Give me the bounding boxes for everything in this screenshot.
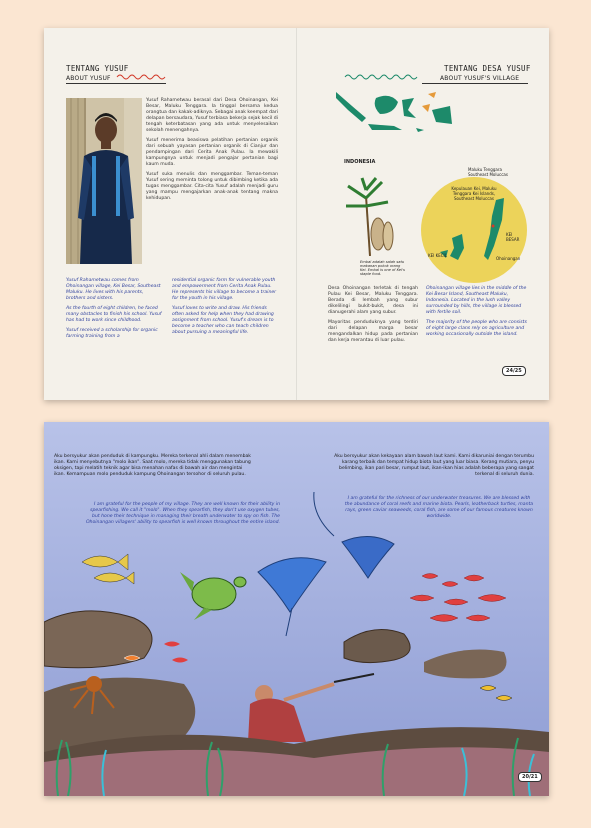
left-en-p5: Yusuf loves to write and draw. His friends often asked for help when they had drawing assignment from school. Yusuf's dream is to become a teacher who can teach children about pursuing a meaningful life. <box>172 306 274 335</box>
bottom-spread <box>44 422 549 796</box>
left-en-p3: Yusuf received a scholarship for organic farming training from a <box>66 328 158 339</box>
map-label-indonesia: INDONESIA <box>344 159 376 165</box>
left-body-id-p2: Yusuf menerima beasiswa pelatihan pertanian organik dari sebuah yayasan pertanian organik di Cianjur dan pendampingan dari Cerita Anak Pulau. Ia mewakili kampungnya untuk menjadi pengajar pertanian bagi kaum muda. <box>146 138 278 167</box>
indonesia-map <box>332 88 452 146</box>
gutter <box>296 28 297 400</box>
embal-plant-illustration <box>342 176 398 256</box>
page-number-bottom: 20/21 <box>518 772 542 782</box>
top-spread <box>44 28 549 400</box>
right-id-p1: Desa Ohoinangan terletak di tengah Pulau Kei Besar, Maluku Tenggara. Berada di lembah yang subur dikelilingi bukit-bukit, desa ini dianugerahi alam yang subur. <box>328 286 418 315</box>
yusuf-photo <box>66 98 142 264</box>
bottom-left-en: I am grateful for the people of my village. They are well known for their ability in spearfishing. We call it "molo". When they spearfish, they don't use oxygen tubes, but hone their technique in managing their breath underwater to spy on fish. The Ohoinangan villagers' ability to spearfish is well known throughout the entire island. <box>85 502 280 525</box>
left-underline <box>66 83 166 84</box>
map-label-ohoinangan: Ohoinangan <box>496 256 521 261</box>
left-en-p2: As the fourth of eight children, he faced many obstacles to finish his school. Yusuf has had to work since childhood. <box>66 306 162 323</box>
map-label-kei-islands: Kepulauan Kei, Maluku Tenggara Kei Islands, Southeast Moluccas <box>451 186 497 201</box>
right-body-id <box>328 286 418 344</box>
left-en-p1: Yusuf Rahametwau comes from Ohoinangan village, Kei Besar, Southeast Maluku. He lives with his parents, brothers and sisters. <box>66 278 161 301</box>
right-en-p1: Ohoinangan village lies in the middle of the Kei Besar Island, Southeast Maluku, Indonesia. Located in the lush valley surrounded by hills, the village is blessed with fertile soil. <box>426 286 527 315</box>
left-body-en-col1 <box>66 278 164 340</box>
green-squiggle-decoration <box>344 72 424 80</box>
bottom-right-en: I am grateful for the richness of our underwater treasures. We are blessed with the abundance of coral reefs and marine biota. Pearls, leatherback turtles, manta rays, green caviar seaweeds, coral fish, are some of our famous creatures known worldwide. <box>344 496 534 519</box>
left-title: TENTANG YUSUF <box>66 64 129 73</box>
right-underline <box>422 83 528 84</box>
left-body-en-col2 <box>172 278 278 336</box>
right-title: TENTANG DESA YUSUF <box>444 64 531 73</box>
right-en-p2: The majority of the people who are consists of eight large clans rely on agriculture and working occasionally outside the island. <box>426 320 527 337</box>
bottom-right-id: Aku bersyukur akan kekayaan alam bawah laut kami. Kami dikaruniai dengan terumbu karang terbaik dan tempat hidup biota laut yang luar biasa. Kerang mutiara, penyu belimbing, ikan pari besar, rumput laut, ikan-ikan hias adalah beberapa yang sangat terkenal di seluruh dunia. <box>334 454 534 477</box>
left-subtitle: ABOUT YUSUF <box>66 75 111 82</box>
page-number-top: 24/25 <box>502 366 526 376</box>
left-body-id-p3: Yusuf suka menulis dan menggambar. Teman-teman Yusuf sering meminta tolong untuk dibimbing ketika ada tugas menggambar. Cita-cita Yusuf adalah menjadi guru yang mampu mengajarkan anak-anak tentang makna kehidupan. <box>146 172 278 201</box>
map-label-kei-kecil: KEI KECIL <box>428 253 447 258</box>
map-label-kei-besar: KEI BESAR <box>506 232 520 242</box>
embal-caption: Embal adalah salah satu makanan pokok orang Kei. Embal is one of Kei's staple food. <box>360 260 405 276</box>
left-body-id-p1: Yusuf Rahametwau berasal dari Desa Ohoinangan, Kei Besar, Maluku Tenggara. Ia tinggal bersama kedua orangtua dan kakak-adiknya. Sebagai anak keempat dari delapan bersaudara, Yusuf terbiasa bekerja sejak kecil di tengah keterbatasan yang ada untuk menyelesaikan sekolah menengahnya. <box>146 98 278 133</box>
red-squiggle-decoration <box>116 72 168 80</box>
right-body-en <box>426 286 530 338</box>
right-id-p2: Mayoritas penduduknya yang terdiri dari delapan marga besar mengandalkan hidup pada pertanian dan kerja merantau di luar pulau. <box>328 320 418 343</box>
right-subtitle: ABOUT YUSUF'S VILLAGE <box>440 75 520 82</box>
bottom-left-id: Aku bersyukur akan penduduk di kampungku. Mereka terkenal ahli dalam menembak ikan. Kami menyebutnya "molo ikan". Saat molo, mereka tidak menggunakan tabung oksigen, tapi melatih teknik agar bisa menahan nafas di bawah air dan mengintai ikan. Kemampuan molo penduduk kampung Ohoinangan tersohor di seluruh pulau. <box>54 454 251 477</box>
underwater-illustration <box>44 422 549 796</box>
left-body-id <box>146 98 278 202</box>
map-label-province: Maluku Tenggara Southeast Moluccas <box>468 167 508 177</box>
left-en-p4: residential organic farm for vulnerable youth and empowerment from Cerita Anak Pulau. He represents his village to become a trainer for the youth in his village. <box>172 278 277 301</box>
